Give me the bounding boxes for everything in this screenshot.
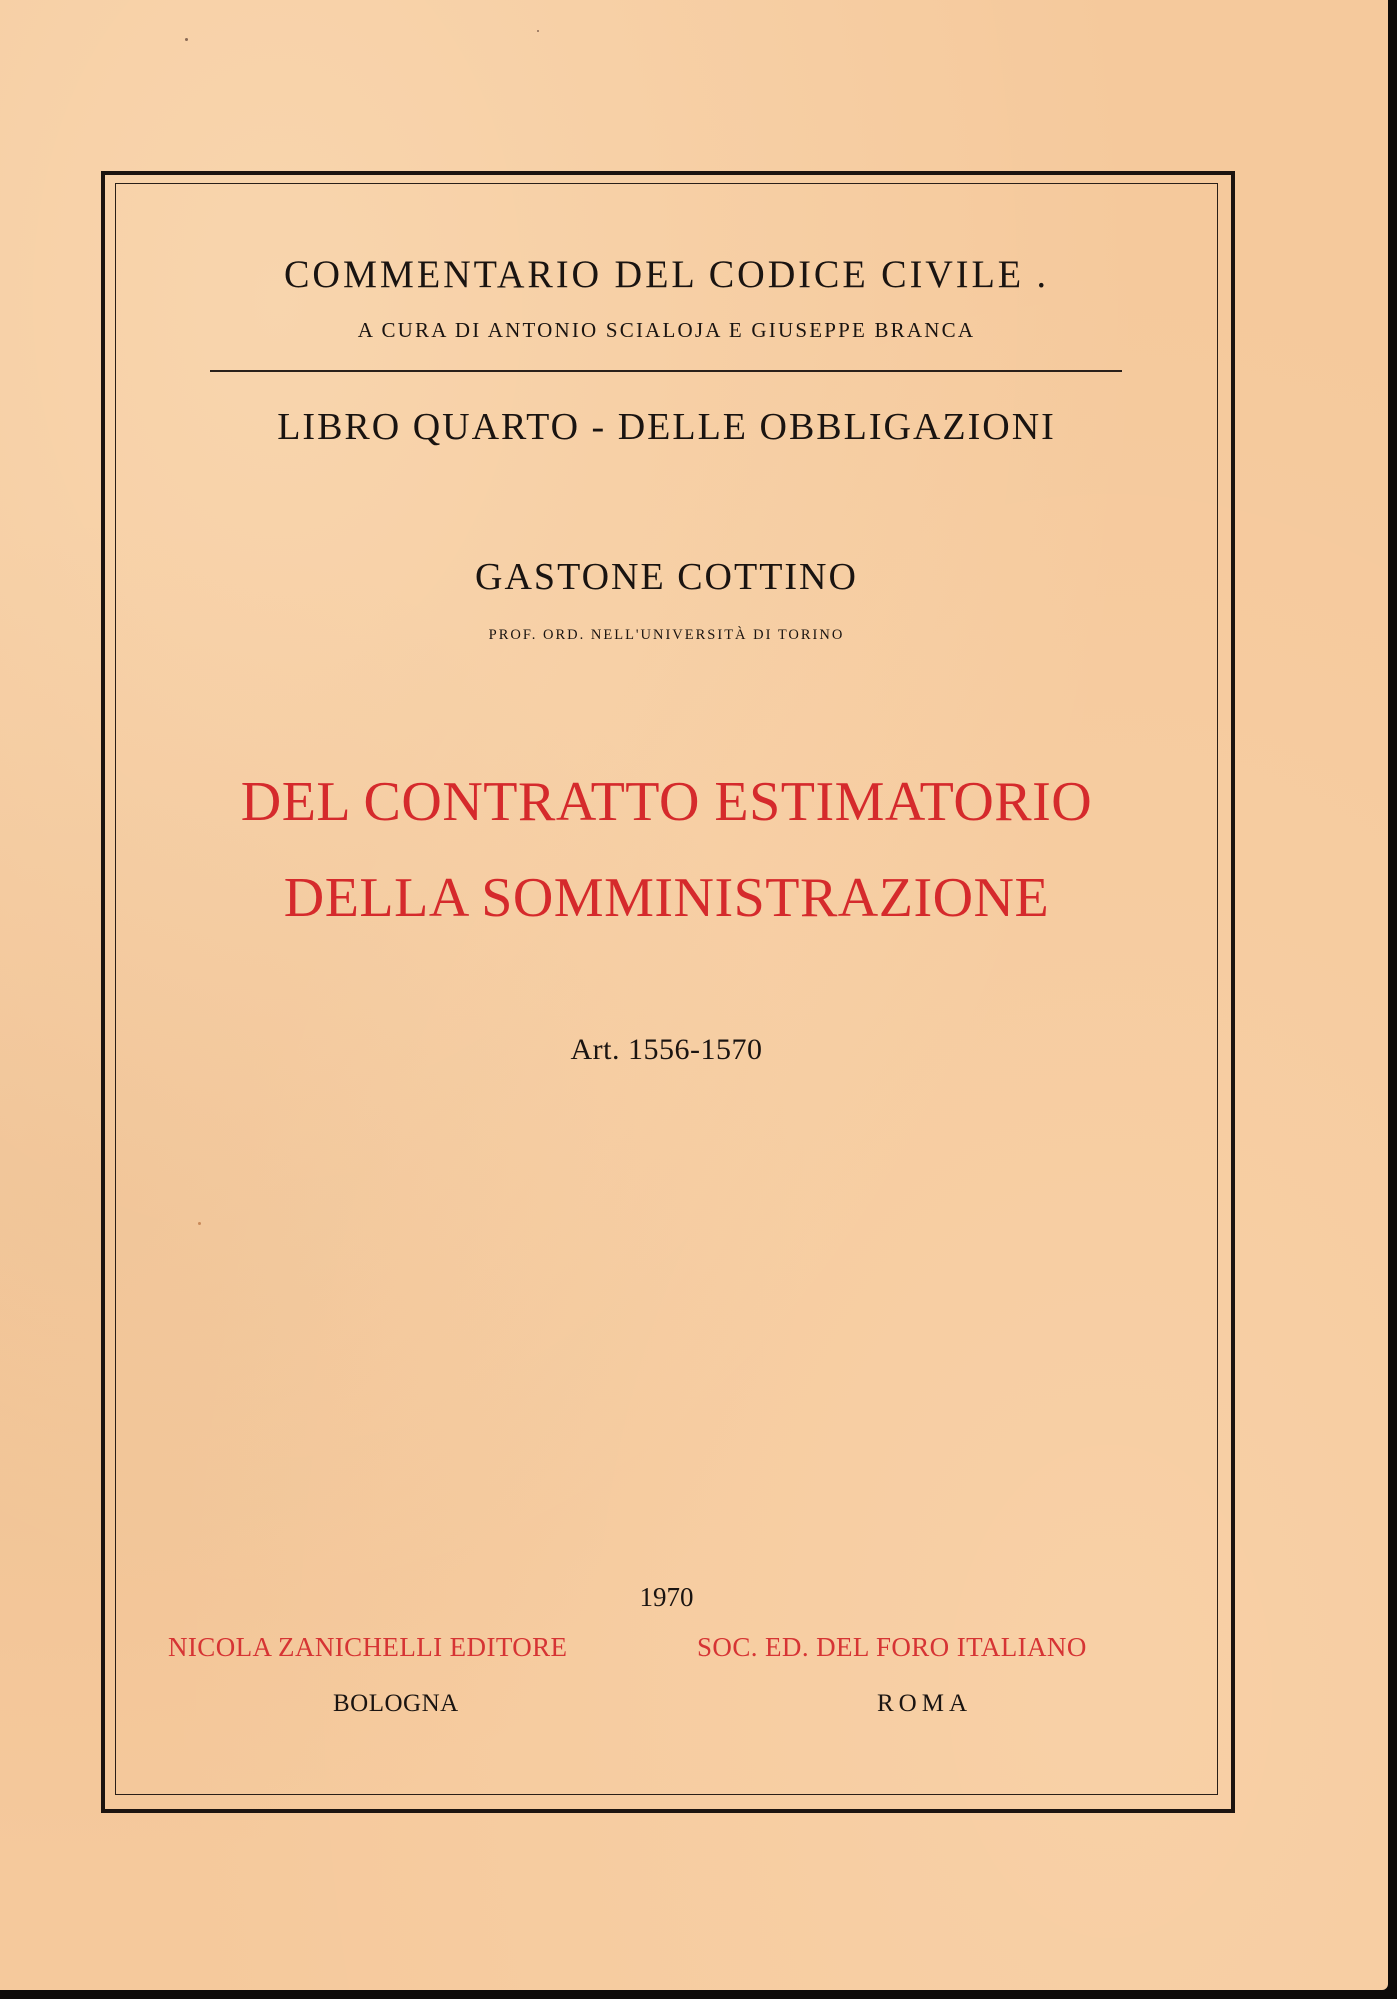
publisher-city-roma: ROMA [877, 1690, 973, 1717]
paper-speck [537, 30, 539, 32]
book-title-line-2: DELLA SOMMINISTRAZIONE [283, 867, 1050, 929]
divider-rule [210, 370, 1122, 372]
publisher-city-bologna: BOLOGNA [333, 1690, 459, 1717]
paper-speck [185, 38, 188, 41]
author-name: GASTONE COTTINO [475, 556, 858, 598]
book-title-line-1: DEL CONTRATTO ESTIMATORIO [240, 771, 1093, 833]
book-volume: LIBRO QUARTO - DELLE OBBLIGAZIONI [277, 406, 1056, 448]
articles-range: Art. 1556-1570 [570, 1033, 763, 1066]
author-affiliation: PROF. ORD. NELL'UNIVERSITÀ DI TORINO [488, 627, 845, 643]
publisher-foro-italiano: SOC. ED. DEL FORO ITALIANO [697, 1632, 1087, 1662]
publisher-zanichelli: NICOLA ZANICHELLI EDITORE [168, 1632, 568, 1662]
publication-year: 1970 [639, 1582, 694, 1612]
series-editors: A CURA DI ANTONIO SCIALOJA E GIUSEPPE BRANCA [357, 318, 976, 342]
series-title: COMMENTARIO DEL CODICE CIVILE . [283, 253, 1050, 296]
